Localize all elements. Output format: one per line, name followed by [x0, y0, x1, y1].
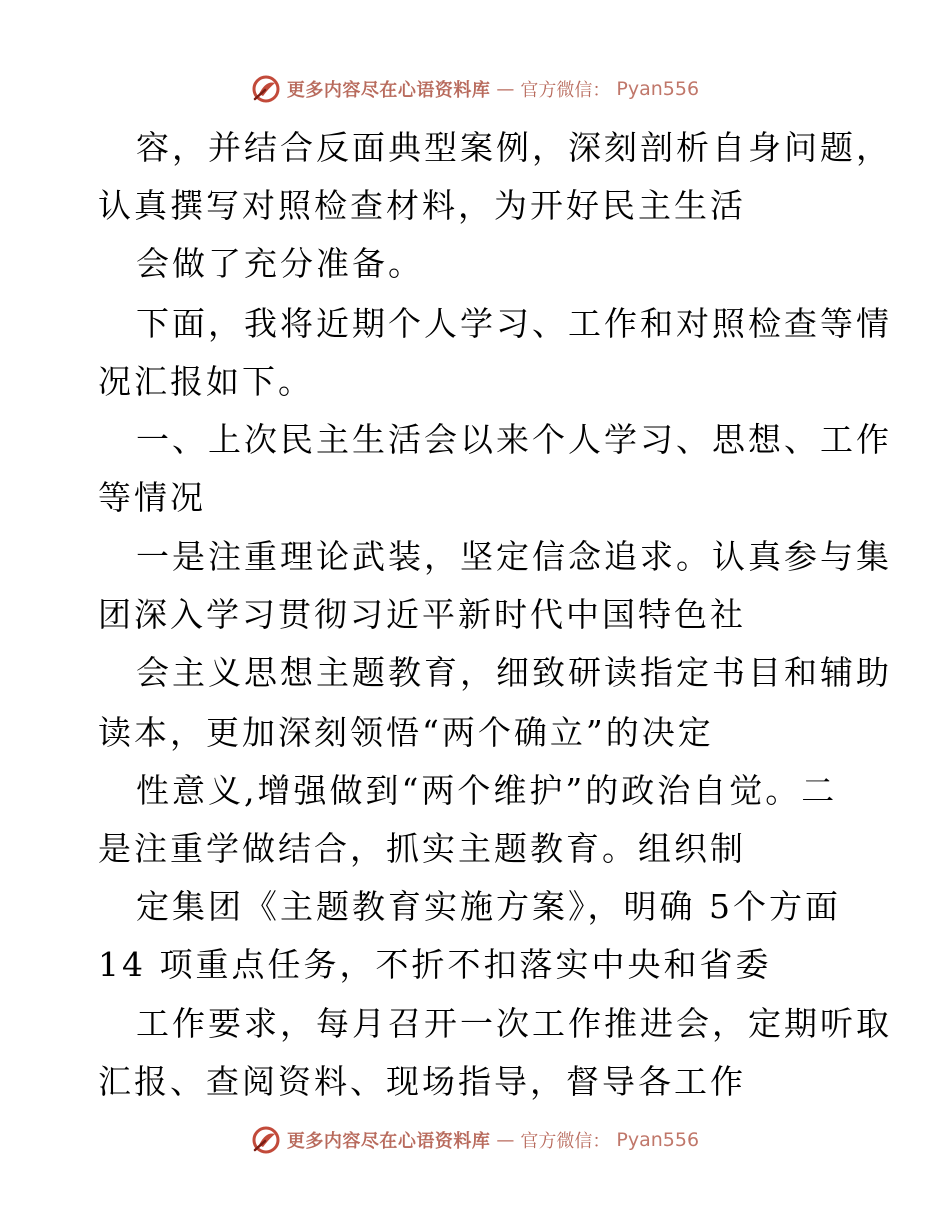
body-line: 是注重学做结合，抓实主题教育。组织制	[98, 829, 746, 868]
banner-contact-label: 官方微信：	[520, 80, 611, 101]
banner-dash: —	[496, 1129, 515, 1151]
footer-banner	[0, 1123, 950, 1157]
banner-contact-id: Pyan556	[616, 1129, 700, 1151]
banner-slogan: 更多内容尽在心语资料库	[286, 80, 491, 101]
brand-logo-icon	[251, 1125, 281, 1155]
body-line: 14 项重点任务，不折不扣落实中央和省委	[98, 945, 772, 984]
banner-contact-label: 官方微信：	[520, 1131, 611, 1152]
body-line: 读本，更加深刻领悟“两个确立”的决定	[98, 713, 714, 752]
body-line: 定集团《主题教育实施方案》，明确 5个方面	[136, 887, 841, 926]
body-line: 容，并结合反面典型案例，深刻剖析自身问题，	[136, 128, 892, 167]
body-line: 性意义,增强做到“两个维护”的政治自觉。二	[136, 771, 838, 810]
banner-slogan: 更多内容尽在心语资料库	[286, 1131, 491, 1152]
header-banner	[0, 72, 950, 106]
banner-dash: —	[496, 78, 515, 100]
body-line: 一、上次民主生活会以来个人学习、思想、工作	[136, 420, 892, 459]
body-line: 会主义思想主题教育，细致研读指定书目和辅助	[136, 653, 892, 692]
body-line: 等情况	[98, 478, 206, 517]
body-line: 况汇报如下。	[98, 362, 314, 401]
brand-logo-icon	[251, 74, 281, 104]
body-line: 汇报、查阅资料、现场指导，督导各工作	[98, 1062, 746, 1101]
body-line: 认真撰写对照检查材料，为开好民主生活	[98, 186, 746, 225]
body-line: 会做了充分准备。	[136, 244, 424, 283]
banner-contact-id: Pyan556	[616, 78, 700, 100]
body-line: 下面，我将近期个人学习、工作和对照检查等情	[136, 304, 892, 343]
body-line: 团深入学习贯彻习近平新时代中国特色社	[98, 595, 746, 634]
body-line: 工作要求，每月召开一次工作推进会，定期听取	[136, 1004, 892, 1043]
body-line: 一是注重理论武装，坚定信念追求。认真参与集	[136, 537, 892, 576]
